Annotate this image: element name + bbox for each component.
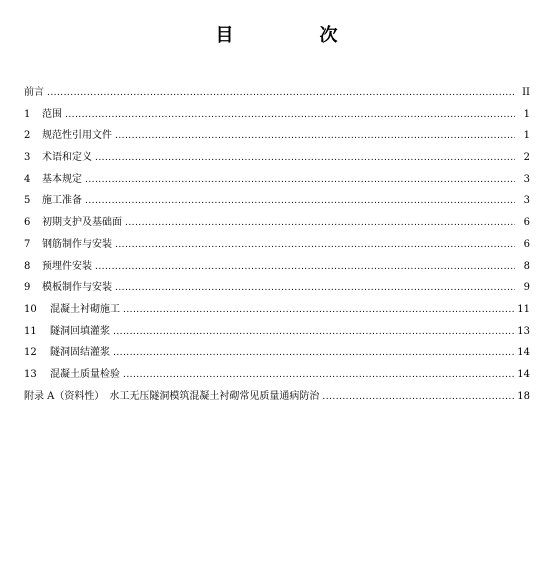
toc-entry-text: 初期支护及基础面 xyxy=(42,217,122,229)
toc-entry-8[interactable] xyxy=(24,256,530,278)
toc-leader-dots xyxy=(125,213,515,235)
toc-entry-text: 混凝土衬砌施工 xyxy=(50,303,120,315)
toc-leader-dots xyxy=(85,170,515,192)
toc-entry-number: 1 xyxy=(24,108,31,120)
toc-entry-number: 5 xyxy=(24,195,31,207)
toc-entry-page: 2 xyxy=(523,152,530,164)
toc-entry-text: 隧洞回填灌浆 xyxy=(50,325,110,337)
toc-entry-page: 6 xyxy=(523,238,530,250)
toc-entry-page: 11 xyxy=(517,303,530,315)
toc-entry-text: 钢筋制作与安装 xyxy=(42,238,112,250)
toc-leader-dots xyxy=(95,257,515,279)
toc-entry-page: 14 xyxy=(517,347,530,359)
toc-entry-text: 范围 xyxy=(42,108,62,120)
page-title: 目 次 xyxy=(215,25,372,46)
toc-entry-13[interactable] xyxy=(24,364,530,386)
toc-entry-page: 13 xyxy=(517,325,530,337)
toc-entry-10[interactable] xyxy=(24,299,530,321)
toc-entry-number: 12 xyxy=(24,347,37,359)
toc-entry-7[interactable] xyxy=(24,234,530,256)
toc-leader-dots xyxy=(322,387,514,409)
toc-leader-dots xyxy=(95,148,515,170)
toc-leader-dots xyxy=(115,235,515,257)
toc-entry-1[interactable] xyxy=(24,104,530,126)
toc-entry-text: 前言 xyxy=(24,87,44,98)
toc-entry-page: 1 xyxy=(523,130,530,142)
toc-entry-2[interactable] xyxy=(24,125,530,147)
toc-entry-text: 术语和定义 xyxy=(42,152,92,164)
toc-entry-number: 8 xyxy=(24,260,31,272)
toc-entry-number: 6 xyxy=(24,217,31,229)
toc-entry-number: 13 xyxy=(24,368,37,380)
toc-entry-page: 9 xyxy=(523,282,530,294)
toc-entry-appendix-a[interactable] xyxy=(24,386,530,408)
toc-leader-dots xyxy=(113,343,514,365)
toc-entry-6[interactable] xyxy=(24,212,530,234)
toc-entry-4[interactable] xyxy=(24,169,530,191)
toc-entry-text: 基本规定 xyxy=(42,173,82,185)
toc-entry-page: 18 xyxy=(517,390,530,402)
toc-entry-12[interactable] xyxy=(24,342,530,364)
toc-entry-number: 11 xyxy=(24,325,37,337)
toc-entry-page: 3 xyxy=(523,195,530,207)
toc-entry-5[interactable] xyxy=(24,190,530,212)
toc-entry-page: 3 xyxy=(523,173,530,185)
toc-entry-foreword[interactable] xyxy=(24,82,530,104)
toc-entry-text: 隧洞固结灌浆 xyxy=(50,347,110,359)
toc-entry-page: II xyxy=(522,87,530,98)
toc-entry-11[interactable] xyxy=(24,321,530,343)
toc-entry-number: 9 xyxy=(24,282,31,294)
toc-leader-dots xyxy=(115,278,515,300)
toc-leader-dots xyxy=(47,83,515,105)
toc-leader-dots xyxy=(85,191,515,213)
table-of-contents xyxy=(24,82,530,407)
toc-leader-dots xyxy=(123,300,514,322)
toc-entry-number: 7 xyxy=(24,238,31,250)
toc-leader-dots xyxy=(115,126,515,148)
toc-entry-text: 混凝土质量检验 xyxy=(50,368,120,380)
toc-entry-number: 4 xyxy=(24,173,31,185)
toc-entry-number: 3 xyxy=(24,152,31,164)
toc-entry-text: 预埋件安装 xyxy=(42,260,92,272)
toc-leader-dots xyxy=(123,365,514,387)
toc-leader-dots xyxy=(65,105,515,127)
toc-entry-page: 1 xyxy=(523,108,530,120)
toc-leader-dots xyxy=(113,322,514,344)
toc-entry-text: 施工准备 xyxy=(42,195,82,207)
toc-entry-9[interactable] xyxy=(24,277,530,299)
toc-entry-text: 规范性引用文件 xyxy=(42,130,112,142)
toc-entry-page: 8 xyxy=(523,260,530,272)
toc-entry-number: 2 xyxy=(24,130,31,142)
toc-entry-text: 附录 A（资料性） 水工无压隧洞模筑混凝土衬砌常见质量通病防治 xyxy=(24,390,320,402)
toc-entry-number: 10 xyxy=(24,303,37,315)
toc-entry-text: 模板制作与安装 xyxy=(42,282,112,294)
toc-entry-page: 14 xyxy=(517,368,530,380)
toc-entry-page: 6 xyxy=(523,217,530,229)
toc-entry-3[interactable] xyxy=(24,147,530,169)
